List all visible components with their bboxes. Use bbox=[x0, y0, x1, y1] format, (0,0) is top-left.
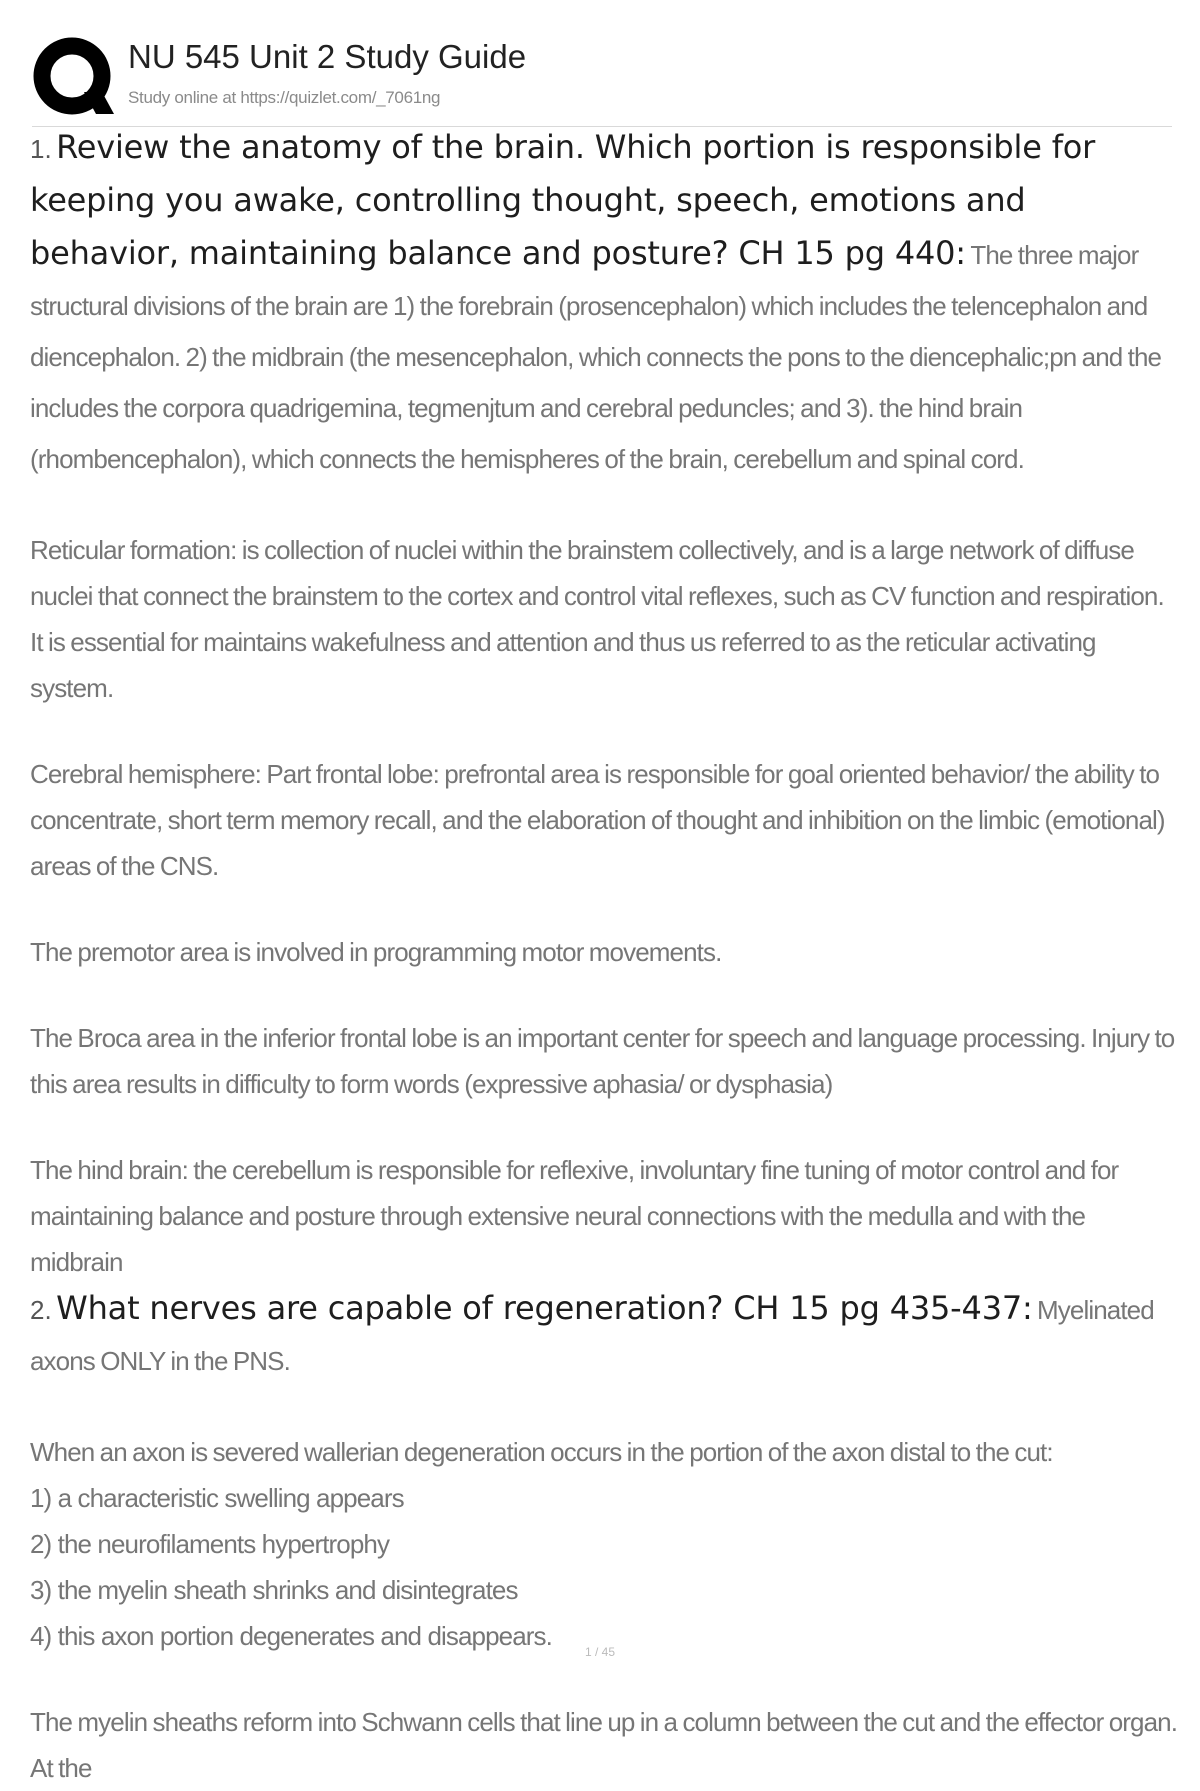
study-online-link[interactable]: Study online at https://quizlet.com/_7061ng bbox=[128, 88, 441, 107]
question-2-block bbox=[30, 1285, 1180, 1389]
question-2-answer-intro: Myelinated axons ONLY in the PNS. bbox=[30, 1295, 1154, 1376]
list-item: 1) a characteristic swelling appears bbox=[30, 1483, 404, 1513]
answer-paragraph: The premotor area is involved in programming motor movements. bbox=[30, 937, 722, 967]
question-1-answer-intro: The three major structural divisions of the brain are 1) the forebrain (prosencephalon) which includes the telencephalon and diencephalon. 2) the midbrain (the mesencephalon, which connects the pons to the diencephalic;pn and the includes the corpora quadrigemina, tegmenjtum and cerebral peduncles; and 3). the hind brain (rhombencephalon), which connects the hemispheres of the brain, cerebellum and spinal cord. bbox=[30, 240, 1162, 474]
question-1-block bbox=[30, 124, 1180, 487]
quizlet-q-logo-icon bbox=[32, 34, 140, 120]
list-item: 2) the neurofilaments hypertrophy bbox=[30, 1529, 390, 1559]
answer-paragraph: The Broca area in the inferior frontal lobe is an important center for speech and language processing. Injury to this area results in difficulty to form words (expressive aphasia/ or dysphasia) bbox=[30, 1023, 1175, 1099]
list-item: 4) this axon portion degenerates and disappears. bbox=[30, 1621, 552, 1651]
document-header bbox=[32, 30, 1172, 127]
question-1-number: 1. bbox=[30, 134, 52, 164]
answer-paragraph: The myelin sheaths reform into Schwann cells that line up in a column between the cut and the effector organ. At the bbox=[30, 1707, 1178, 1783]
answer-paragraph: Cerebral hemisphere: Part frontal lobe: prefrontal area is responsible for goal oriented behavior/ the ability to concentrate, short term memory recall, and the elaboration of thought and inhibition on the limbic (emotional) areas of the CNS. bbox=[30, 759, 1165, 881]
page-number: 1 / 45 bbox=[584, 1645, 616, 1659]
answer-paragraph: The hind brain: the cerebellum is responsible for reflexive, involuntary fine tuning of motor control and for maintaining balance and posture through extensive neural connections with the medulla and with the midbrain bbox=[30, 1155, 1119, 1277]
answer-paragraph: When an axon is severed wallerian degeneration occurs in the portion of the axon distal to the cut: bbox=[30, 1437, 1053, 1467]
answer-paragraph: Reticular formation: is collection of nuclei within the brainstem collectively, and is a large network of diffuse nuclei that connect the brainstem to the cortex and control vital reflexes, such as CV function and respiration. It is essential for maintains wakefulness and attention and thus us referred to as the reticular activating system. bbox=[30, 535, 1164, 703]
document-title: NU 545 Unit 2 Study Guide bbox=[128, 38, 527, 75]
question-2-number: 2. bbox=[30, 1295, 52, 1325]
question-2-text: What nerves are capable of regeneration? CH 15 pg 435-437: bbox=[56, 1289, 1033, 1327]
document-body bbox=[30, 124, 1180, 1791]
list-item: 3) the myelin sheath shrinks and disintegrates bbox=[30, 1575, 518, 1605]
question-1-text: Review the anatomy of the brain. Which portion is responsible for keeping you awake, controlling thought, speech, emotions and behavior, maintaining balance and posture? CH 15 pg 440: bbox=[30, 128, 1096, 272]
